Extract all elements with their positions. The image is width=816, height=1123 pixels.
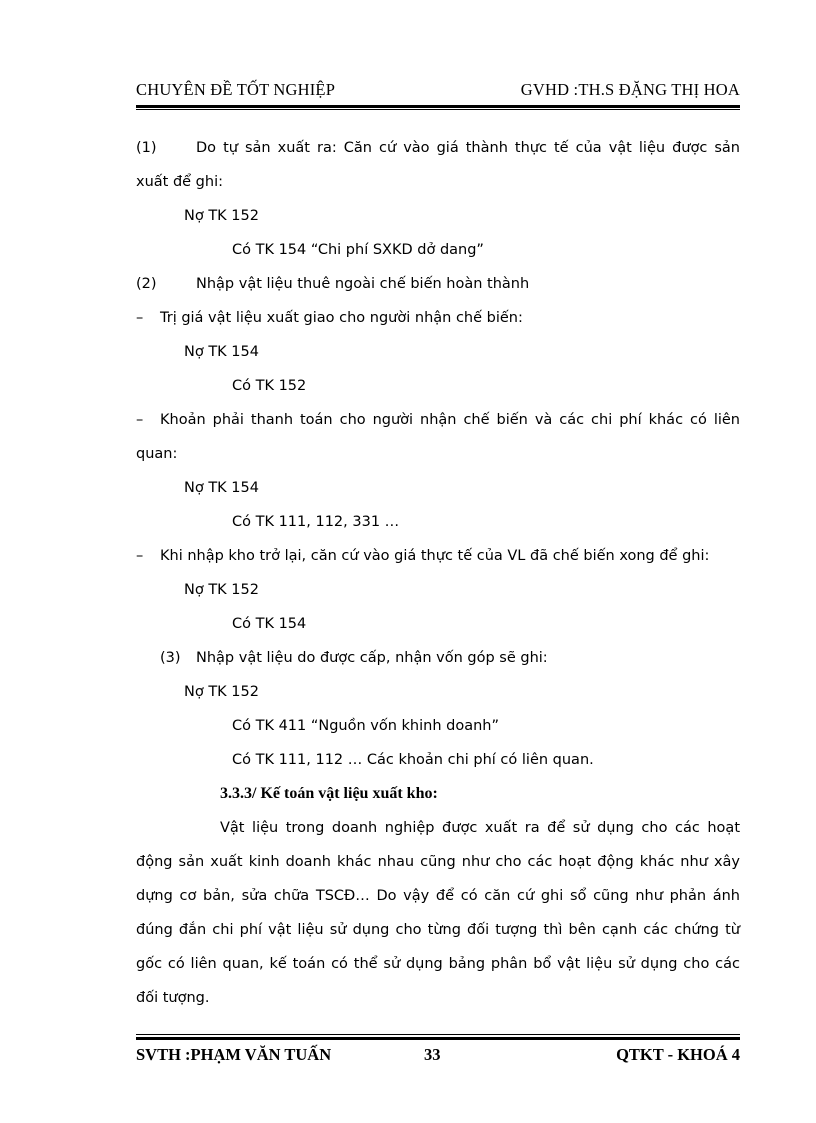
footer-class: QTKT - KHOÁ 4 [616, 1045, 740, 1064]
paragraph-line-3: dựng cơ bản, sửa chữa TSCĐ… Do vậy để có căn cứ ghi sổ cũng như phản ánh [136, 888, 740, 904]
item1-credit: Có TK 154 “Chi phí SXKD dở dang” [232, 242, 484, 258]
item1-debit: Nợ TK 152 [184, 208, 259, 224]
paragraph-line-5: gốc có liên quan, kế toán có thể sử dụng bảng phân bổ vật liệu sử dụng cho các [136, 956, 740, 972]
item2-sub3-line [136, 539, 740, 573]
item1-line2: xuất để ghi: [136, 174, 223, 190]
paragraph-line-6: đối tượng. [136, 990, 210, 1006]
item2-text: Nhập vật liệu thuê ngoài chế biến hoàn thành [196, 276, 530, 292]
item3-credit2: Có TK 111, 112 … Các khoản chi phí có liên quan. [232, 752, 594, 768]
item1-text: Do tự sản xuất ra: Căn cứ vào giá thành thực tế của vật liệu được sản [196, 140, 740, 156]
item3-text: Nhập vật liệu do được cấp, nhận vốn góp sẽ ghi: [196, 650, 548, 666]
item2-sub1-dash: – [136, 310, 144, 326]
item2-sub3-debit: Nợ TK 152 [184, 582, 259, 598]
section-heading: 3.3.3/ Kế toán vật liệu xuất kho: [220, 785, 438, 802]
paragraph-line-4: đúng đắn chi phí vật liệu sử dụng cho từng đối tượng thì bên cạnh các chứng từ [136, 922, 740, 938]
item2-sub2-line1 [136, 403, 740, 437]
paragraph-line-1: Vật liệu trong doanh nghiệp được xuất ra để sử dụng cho các hoạt [220, 820, 740, 836]
item2-line [136, 267, 740, 301]
header-rule-thin [136, 109, 740, 110]
item2-sub3-credit: Có TK 154 [232, 616, 307, 632]
item2-sub1-line [136, 301, 740, 335]
paragraph-line-2: động sản xuất kinh doanh khác nhau cũng như cho các hoạt động khác như xây [136, 854, 740, 870]
page-body [136, 131, 740, 1015]
item2-sub1-credit: Có TK 152 [232, 378, 307, 394]
item3-line [136, 641, 740, 675]
item1-number: (1) [136, 140, 157, 156]
footer-rule-thick [136, 1037, 740, 1040]
page-footer [136, 1042, 740, 1070]
item1-line1 [136, 131, 740, 165]
header-rule-thick [136, 105, 740, 108]
item2-sub1-debit: Nợ TK 154 [184, 344, 259, 360]
item2-sub2-line2: quan: [136, 446, 178, 462]
footer-rule-thin [136, 1034, 740, 1035]
header-right-advisor: GVHD :TH.S ĐẶNG THỊ HOA [520, 80, 740, 99]
item2-sub2-text: Khoản phải thanh toán cho người nhận chế biến và các chi phí khác có liên [160, 412, 740, 428]
item2-number: (2) [136, 276, 157, 292]
item2-sub3-text: Khi nhập kho trở lại, căn cứ vào giá thực tế của VL đã chế biến xong để ghi: [160, 548, 710, 564]
item3-credit1: Có TK 411 “Nguồn vốn khinh doanh” [232, 718, 499, 734]
item3-debit: Nợ TK 152 [184, 684, 259, 700]
header-left-title: CHUYÊN ĐỀ TỐT NGHIỆP [136, 80, 336, 99]
page-header [136, 76, 740, 104]
footer-page-number: 33 [424, 1045, 441, 1064]
item2-sub1-text: Trị giá vật liệu xuất giao cho người nhận chế biến: [160, 310, 523, 326]
item2-sub2-credit: Có TK 111, 112, 331 … [232, 514, 400, 530]
footer-student: SVTH :PHẠM VĂN TUẤN [136, 1045, 332, 1064]
item2-sub2-dash: – [136, 412, 144, 428]
item2-sub2-debit: Nợ TK 154 [184, 480, 259, 496]
item2-sub3-dash: – [136, 548, 144, 564]
item3-number: (3) [160, 650, 181, 666]
